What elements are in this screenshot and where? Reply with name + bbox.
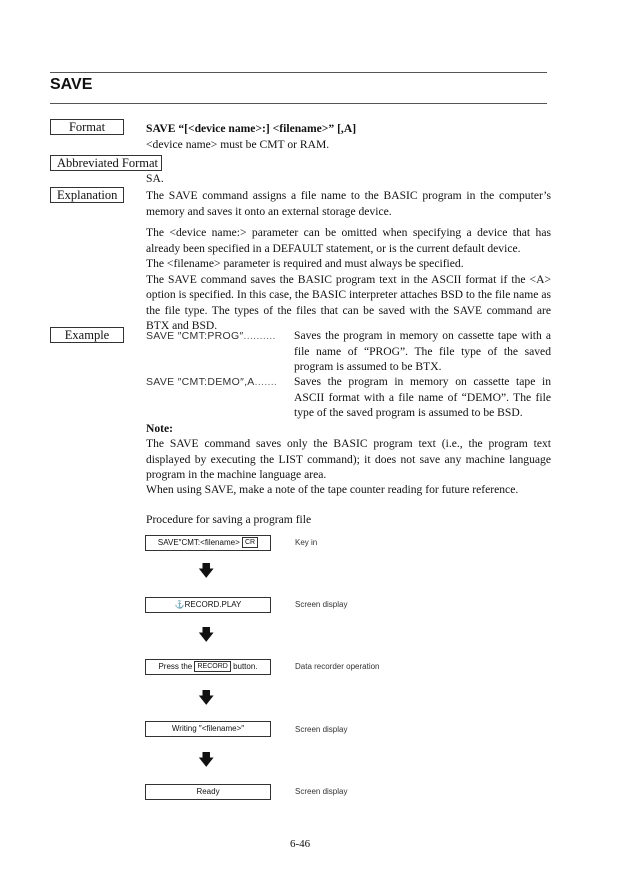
abbreviated-format-label: Abbreviated Format <box>50 155 162 171</box>
procedure-step-5-box: Ready <box>145 784 271 800</box>
note-text-2: When using SAVE, make a note of the tape counter reading for future reference. <box>146 483 519 496</box>
abbreviated-format-value: SA. <box>146 172 164 185</box>
procedure-step-3-note: Data recorder operation <box>295 662 380 671</box>
example-1-code-text: SAVE ″CMT:PROG″ <box>146 330 244 342</box>
format-label: Format <box>50 119 124 135</box>
procedure-step-1-note: Key in <box>295 538 318 547</box>
example-2-leader: ....... <box>254 376 278 388</box>
note-text-1: The SAVE command saves only the BASIC program text (i.e., the program text displayed by executing the LIST command); it does not save any machine language program in the machine language area. <box>146 437 551 481</box>
example-1-description: Saves the program in memory on cassette tape with a file name of “PROG”. The file type of the saved program is assumed to be BTX. <box>294 329 551 373</box>
explanation-text <box>146 188 551 334</box>
example-2-description: Saves the program in memory on cassette tape in ASCII format with a file name of “DEMO”. The file type of the saved program is assumed to be BSD. <box>294 375 551 419</box>
format-line-2: <device name> must be CMT or RAM. <box>146 138 330 151</box>
note-heading: Note: <box>146 422 174 435</box>
cr-key: CR <box>242 537 258 548</box>
arrow-down-icon: 🡇 <box>198 561 215 580</box>
procedure-step-3-box <box>145 659 271 675</box>
example-1-code <box>146 329 276 345</box>
record-key: RECORD <box>194 661 230 672</box>
example-2-code <box>146 375 277 391</box>
example-label: Example <box>50 327 124 343</box>
top-rule <box>50 72 547 73</box>
explanation-paragraph-3: The <filename> parameter is required and must always be specified. <box>146 257 464 270</box>
explanation-paragraph-2: The <device name:> parameter can be omitted when specifying a device that has already been specified in a DEFAULT statement, or is the current default device. <box>146 226 551 255</box>
procedure-step-4-box: Writing ″<filename>″ <box>145 721 271 737</box>
format-line-1: SAVE “[<device name>:] <filename>” [,A] <box>146 122 357 135</box>
explanation-paragraph-4: The SAVE command saves the BASIC program text in the ASCII format if the <A> option is specified. In this case, the BASIC interpreter attaches BSD to the file name as the file type. The types of the files that can be saved with the SAVE command are BTX and BSD. <box>146 272 551 332</box>
procedure-step-2-box: ⚓RECORD.PLAY <box>145 597 271 613</box>
explanation-label: Explanation <box>50 187 124 203</box>
arrow-down-icon: 🡇 <box>198 750 215 769</box>
step-3-text-post: button. <box>233 662 258 671</box>
step-3-text-pre: Press the <box>158 662 193 671</box>
example-1-leader: .......... <box>243 330 276 342</box>
procedure-step-1-box <box>145 535 271 551</box>
procedure-step-5-note: Screen display <box>295 787 348 796</box>
step-1-text: SAVE″CMT:<filename> <box>157 538 240 547</box>
procedure-step-4-note: Screen display <box>295 725 348 734</box>
procedure-step-2-note: Screen display <box>295 600 348 609</box>
page-number: 6-46 <box>290 838 311 850</box>
title-rule <box>50 103 547 104</box>
procedure-heading: Procedure for saving a program file <box>146 513 312 526</box>
arrow-down-icon: 🡇 <box>198 688 215 707</box>
page-title: SAVE <box>50 76 93 93</box>
example-2-code-text: SAVE ″CMT:DEMO″,A <box>146 376 255 388</box>
arrow-down-icon: 🡇 <box>198 625 215 644</box>
explanation-paragraph-1: The SAVE command assigns a file name to the BASIC program in the computer’s memory and saves it onto an external storage device. <box>146 189 551 218</box>
